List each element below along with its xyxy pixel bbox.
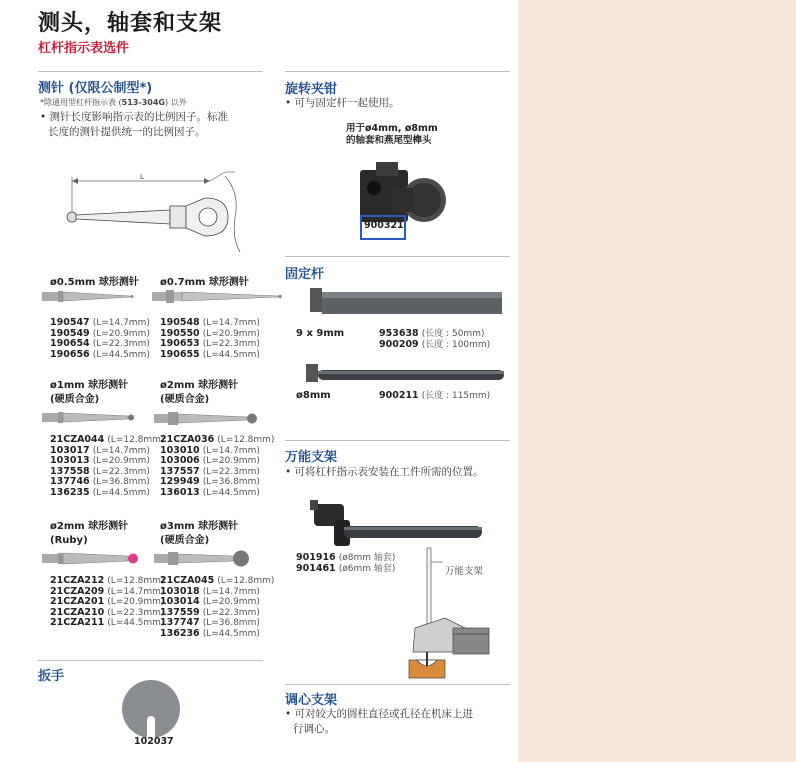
group-label-2mm: ø2mm 球形测针 (硬质合金) <box>160 380 239 405</box>
page-title: 测头，轴套和支架 <box>38 11 223 36</box>
note-post: ) 以外 <box>164 98 187 107</box>
code-row: 190656 (L=44.5mm) <box>50 348 150 360</box>
code-row: 190549 (L=20.9mm) <box>50 327 150 339</box>
code-row: 21CZA045 (L=12.8mm) <box>160 575 275 586</box>
swivel-caption: 用于ø4mm, ø8mm 的轴套和燕尾型榫头 <box>346 123 438 146</box>
code-row: 190653 (L=22.3mm) <box>160 338 260 350</box>
stylus-ruby-image <box>42 549 142 569</box>
code-row: 21CZA211 (L=44.5mm) <box>50 617 165 629</box>
note-code: 513-304G <box>121 98 165 107</box>
holder-codes <box>296 553 395 574</box>
code-row: 190550 (L=20.9mm) <box>160 327 260 339</box>
code-row: 136235 (L=44.5mm) <box>50 486 150 498</box>
stylus-2mm-image <box>154 409 264 429</box>
center-desc-line2: 行调心。 <box>293 723 335 735</box>
code-row: 21CZA044 (L=12.8mm) <box>50 434 165 445</box>
divider <box>285 256 510 257</box>
group-label-1mm: ø1mm 球形测针 (硬质合金) <box>50 380 129 405</box>
swivel-code: 900321 <box>364 220 404 231</box>
code-row: 103010 (L=14.7mm) <box>160 444 260 456</box>
section-title-swivel: 旋转夹钳 <box>285 82 338 97</box>
note-pre: *除通用型杠杆指示表 ( <box>40 98 122 107</box>
wrench-image <box>118 680 184 736</box>
code-row: 136013 (L=44.5mm) <box>160 486 260 498</box>
holder-desc: • 可将杠杆指示表安装在工件所需的位置。 <box>285 466 484 478</box>
stylus-3mm-image <box>154 546 254 572</box>
group-label-ruby: ø2mm 球形测针 (Ruby) <box>50 521 129 546</box>
section-title-rod: 固定杆 <box>285 267 325 282</box>
group-codes-07 <box>160 318 260 360</box>
code-row: 103018 (L=14.7mm) <box>160 585 260 597</box>
dim-label: L <box>140 173 144 181</box>
code-row: 953638 (长度 : 50mm) <box>379 328 485 339</box>
styli-desc-line1: • 测针长度影响指示表的比例因子。标准 <box>40 111 229 123</box>
code-row: 901916 (ø8mm 轴套) <box>296 552 396 563</box>
divider <box>38 71 263 72</box>
group-label-3mm: ø3mm 球形测针 (硬质合金) <box>160 521 239 546</box>
code-row: 103017 (L=14.7mm) <box>50 444 150 456</box>
round-rod-image <box>302 362 512 386</box>
code-row: 21CZA201 (L=20.9mm) <box>50 596 165 608</box>
code-row: 190547 (L=14.7mm) <box>50 317 150 328</box>
section-title-wrench: 扳手 <box>38 669 65 684</box>
code-row: 190548 (L=14.7mm) <box>160 317 260 328</box>
code-row: 103006 (L=20.9mm) <box>160 455 260 467</box>
section-title-styli: 测针 (仅限公制型*) <box>38 81 153 96</box>
code-row: 137557 (L=22.3mm) <box>160 465 260 477</box>
page-subtitle: 杠杆指示表选件 <box>38 41 130 56</box>
code-row: 901461 (ø6mm 轴套) <box>296 562 396 574</box>
wrench-code: 102037 <box>134 736 174 747</box>
code-row: 137747 (L=36.8mm) <box>160 617 260 629</box>
group-codes-05 <box>50 318 150 360</box>
group-codes-2mm <box>160 435 274 499</box>
styli-desc-line2: 长度的测针提供统一的比例因子。 <box>48 126 206 138</box>
code-row: 137559 (L=22.3mm) <box>160 606 260 618</box>
universal-holder-image <box>300 500 490 550</box>
code-row: 21CZA209 (L=14.7mm) <box>50 585 165 597</box>
styli-note <box>40 97 187 108</box>
code-row: 190654 (L=22.3mm) <box>50 338 150 350</box>
code-row: 21CZA210 (L=22.3mm) <box>50 606 165 618</box>
holder-callout: 万能支架 <box>445 566 484 577</box>
group-label-07: ø0.7mm 球形测针 <box>160 277 249 288</box>
side-panel <box>518 0 796 762</box>
stylus-diagram <box>60 168 250 258</box>
code-row: 900211 (长度 : 115mm) <box>379 390 491 401</box>
code-row: 136236 (L=44.5mm) <box>160 627 260 639</box>
group-label-05: ø0.5mm 球形测针 <box>50 277 139 288</box>
code-row: 103013 (L=20.9mm) <box>50 455 150 467</box>
group-codes-3mm <box>160 576 274 640</box>
square-rod-image <box>306 286 506 318</box>
code-row: 137558 (L=22.3mm) <box>50 465 150 477</box>
divider <box>38 660 263 661</box>
code-row: 190655 (L=44.5mm) <box>160 348 260 360</box>
code-row: 129949 (L=36.8mm) <box>160 476 260 488</box>
stylus-05-image <box>42 290 137 306</box>
stylus-07-image <box>152 290 287 306</box>
stylus-1mm-image <box>42 411 137 427</box>
code-row: 137746 (L=36.8mm) <box>50 476 150 488</box>
code-row: 103014 (L=20.9mm) <box>160 596 260 608</box>
divider <box>285 684 510 685</box>
section-title-holder: 万能支架 <box>285 450 338 465</box>
group-codes-1mm <box>50 435 164 499</box>
code-row: 21CZA036 (L=12.8mm) <box>160 434 275 445</box>
swivel-desc: • 可与固定杆一起使用。 <box>285 97 400 109</box>
group-codes-ruby <box>50 576 164 629</box>
section-title-center: 调心支架 <box>285 693 338 708</box>
center-desc-line1: • 可对较大的圆柱直径或孔径在机床上进 <box>285 708 474 720</box>
code-row: 900209 (长度 : 100mm) <box>379 338 491 350</box>
rod-size-1: 9 x 9mm <box>296 328 345 339</box>
code-row: 21CZA212 (L=12.8mm) <box>50 575 165 586</box>
rod-codes-square <box>379 329 490 350</box>
divider <box>285 71 510 72</box>
rod-size-2: ø8mm <box>296 390 331 401</box>
divider <box>285 440 510 441</box>
rod-codes-round <box>379 391 490 402</box>
